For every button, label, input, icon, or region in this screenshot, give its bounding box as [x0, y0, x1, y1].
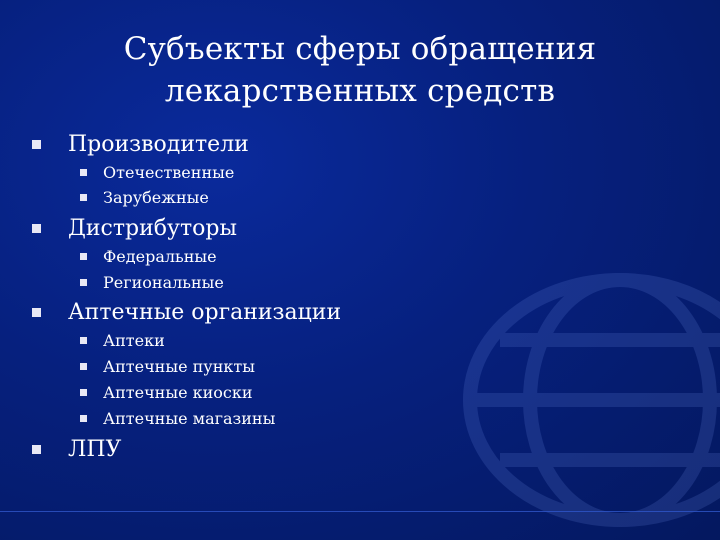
list-item-label: Аптечные организации — [68, 299, 342, 325]
list-item-label: Отечественные — [103, 162, 235, 182]
square-bullet-icon — [32, 308, 41, 317]
list-item-label: Зарубежные — [103, 187, 209, 207]
list-item-label: Аптечные пункты — [103, 356, 255, 376]
list-item-regional — [80, 270, 224, 294]
list-item-domestic — [80, 160, 234, 184]
list-item-label: Аптечные киоски — [103, 382, 253, 402]
list-item-healthcare-institutions — [32, 434, 121, 464]
square-bullet-icon — [32, 224, 41, 233]
list-item-label: Производители — [68, 131, 249, 157]
list-item-label: ЛПУ — [68, 436, 122, 462]
list-item-distributors — [32, 213, 237, 243]
square-bullet-icon — [80, 337, 87, 344]
square-bullet-icon — [32, 140, 41, 149]
list-item-label: Аптечные магазины — [103, 408, 276, 428]
square-bullet-icon — [80, 194, 87, 201]
square-bullet-icon — [80, 389, 87, 396]
list-item-foreign — [80, 185, 209, 209]
square-bullet-icon — [80, 363, 87, 370]
square-bullet-icon — [80, 279, 87, 286]
square-bullet-icon — [32, 445, 41, 454]
list-item-label: Региональные — [103, 272, 224, 292]
slide-title-line-2: лекарственных средств — [164, 73, 556, 109]
list-item-label: Дистрибуторы — [68, 215, 237, 241]
list-item-pharmacies — [80, 328, 165, 352]
list-item-pharmacy-stores — [80, 406, 275, 430]
square-bullet-icon — [80, 415, 87, 422]
footer-divider — [0, 511, 720, 512]
list-item-pharmacy-kiosks — [80, 380, 253, 404]
list-item-pharmacy-organizations — [32, 297, 341, 327]
list-item-pharmacy-points — [80, 354, 255, 378]
list-item-label: Аптеки — [103, 330, 165, 350]
list-item-federal — [80, 244, 217, 268]
list-item-manufacturers — [32, 129, 249, 159]
slide-title-line-1: Субъекты сферы обращения — [123, 31, 597, 67]
list-item-label: Федеральные — [103, 246, 217, 266]
square-bullet-icon — [80, 253, 87, 260]
square-bullet-icon — [80, 169, 87, 176]
